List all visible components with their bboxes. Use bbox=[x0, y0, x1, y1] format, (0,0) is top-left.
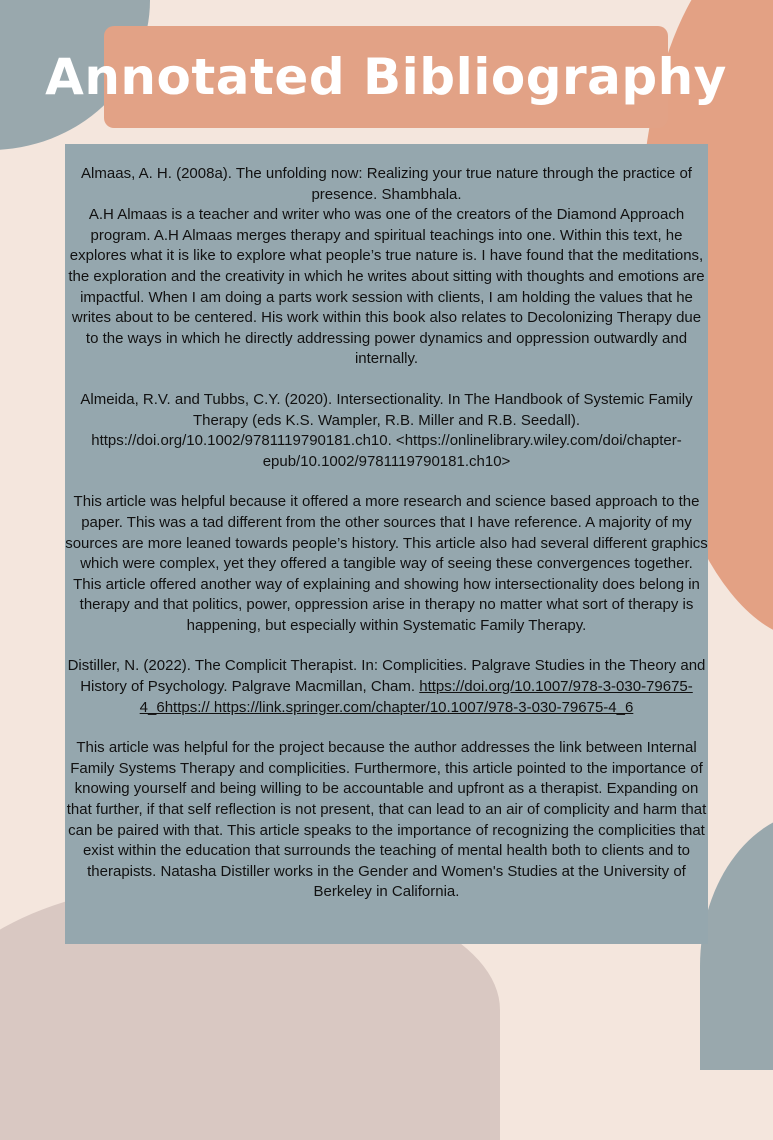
entry-citation-almeida: Almeida, R.V. and Tubbs, C.Y. (2020). Intersectionality. In The Handbook of Systemic Family Therapy (eds K.S. Wampler, R.B. Miller and R.B. Seedall). https://doi.org/10.1002/9781119790181.ch10. <https://onlinelibrary.wiley.com/doi/chapter-epub/10.1002/9781119790181.ch10> bbox=[80, 390, 693, 470]
entry-annotation-almaas: A.H Almaas is a teacher and writer who was one of the creators of the Diamond Approach program. A.H Almaas merges therapy and spiritual teachings into one. Within this text, he explores what it is like to explore what people’s true nature is. I have found that the meditations, the exploration and the creativity in which he writes about sitting with thoughts and emotions are impactful. When I am doing a parts work session with clients, I am holding the values that he writes about to be centered. His work within this book also relates to Decolonizing Therapy due to the ways in which he directly addressing power dynamics and oppression outwardly and internally. bbox=[68, 206, 705, 368]
entry-link-distiller[interactable]: https://doi.org/10.1007/978-3-030-79675-4_6https:// https://link.springer.com/chapter/10.1007/978-3-030-79675-4_6 bbox=[139, 678, 693, 716]
page-title: Annotated Bibliography bbox=[45, 48, 727, 106]
bibliography-panel bbox=[65, 144, 708, 944]
bibliography-content bbox=[65, 144, 708, 903]
entry-citation-distiller bbox=[65, 656, 708, 718]
entry-annotation-distiller: This article was helpful for the project because the author addresses the link between Internal Family Systems Therapy and complicities. Furthermore, this article pointed to the importance of knowing yourself and being willing to be accountable and upfront as a therapist. Expanding on that further, if that self reflection is not present, that can lead to an air of complicity and harm that can be paired with that. This article speaks to the importance of recognizing the complicities that exist within the education that surrounds the teaching of mental health both to clients and to therapists. Natasha Distiller works in the Gender and Women's Studies at the University of Berkeley in California. bbox=[66, 739, 707, 901]
entry-citation-distiller-text: Distiller, N. (2022). The Complicit Therapist. In: Complicities. Palgrave Studies in the Theory and History of Psychology. Palgrave Macmillan, Cham. bbox=[67, 657, 706, 696]
title-banner bbox=[45, 26, 727, 128]
entry-citation-almaas: Almaas, A. H. (2008a). The unfolding now: Realizing your true nature through the practice of presence. Shambhala. bbox=[81, 165, 692, 203]
decorative-blob-bottom-right bbox=[700, 810, 773, 1070]
entry-annotation-almeida: This article was helpful because it offered a more research and science based approach to the paper. This was a tad different from the other sources that I have reference. A majority of my sources are more leaned towards people’s history. This article also had several different graphics which were complex, yet they offered a tangible way of seeing these convergences together. This article offered another way of explaining and showing how intersectionality does belong in therapy and that politics, power, oppression arise in therapy no matter what sort of therapy is happening, but especially within Systematic Family Therapy. bbox=[65, 493, 708, 634]
